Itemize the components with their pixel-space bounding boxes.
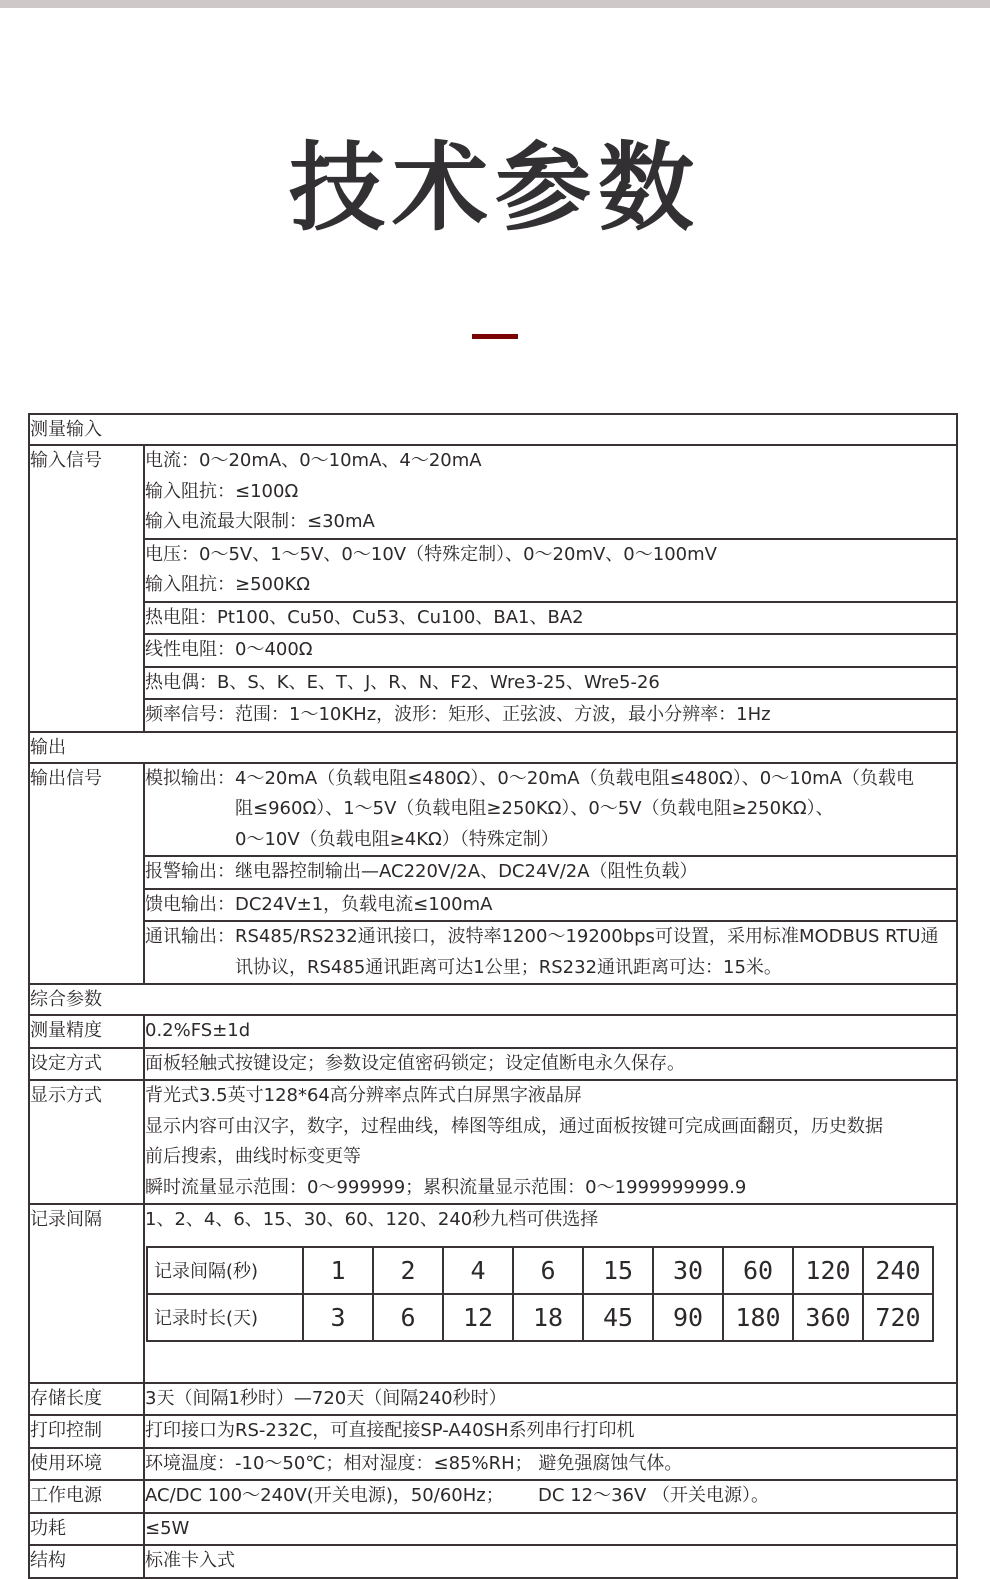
spec-line: 电压：0～5V、1～5V、0～10V（特殊定制）、0～20mV、0～100mV [145,543,717,565]
section-row-measure-input [29,414,957,445]
duration-value: 6 [373,1294,443,1341]
record-interval-table [146,1246,934,1342]
table-row-alarm-output [29,856,957,889]
spec-line: 线性电阻：0～400Ω [145,639,313,660]
top-bar [0,0,990,8]
cell-frequency [144,699,957,732]
title-divider [472,334,518,339]
table-row-storage-length [29,1383,957,1416]
row-label-display: 显示方式 [29,1080,144,1204]
row-label-structure: 结构 [29,1545,144,1578]
interval-seconds-row [147,1247,933,1294]
interval-value: 240 [863,1247,933,1294]
table-row-structure [29,1545,957,1578]
row-label-environment: 使用环境 [29,1448,144,1481]
table-row-linear-resistance [29,634,957,667]
spec-line: 打印接口为RS-232C，可直接配接SP-A40SH系列串行打印机 [145,1420,635,1441]
duration-value: 12 [443,1294,513,1341]
table-row-frequency [29,699,957,732]
spec-line: ≤5W [145,1517,190,1539]
spec-line: 输入阻抗：≤100Ω [145,480,299,502]
spec-line: 前后搜索，曲线时标变更等 [145,1146,361,1167]
spec-line: 显示内容可由汉字，数字，过程曲线，棒图等组成，通过面板按键可完成画面翻页，历史数据 [145,1115,883,1137]
cell-print-control [144,1415,957,1448]
cell-display [144,1080,957,1204]
duration-value: 360 [793,1294,863,1341]
table-row-voltage [29,539,957,602]
interval-value: 6 [513,1247,583,1294]
cell-comm-output [144,921,957,984]
interval-value: 60 [723,1247,793,1294]
cell-rtd [144,602,957,635]
duration-value: 90 [653,1294,723,1341]
row-label-input-signal: 输入信号 [29,445,144,732]
spec-line: 0～10V（负载电阻≥4KΩ）（特殊定制） [235,828,559,850]
spec-line: 输入阻抗：≥500KΩ [145,574,310,595]
spec-line: 3天（间隔1秒时）—720天（间隔240秒时） [145,1387,507,1409]
section-title-general: 综合参数 [29,984,957,1015]
spec-line: 标准卡入式 [145,1550,235,1571]
row-label-power-consumption: 功耗 [29,1513,144,1546]
spec-line: 频率信号：范围：1～10KHz，波形：矩形、正弦波、方波，最小分辨率：1Hz [145,704,771,725]
table-row-record-interval [29,1204,957,1383]
section-title-measure-input: 测量输入 [29,414,957,445]
spec-line: 电流：0～20mA、0～10mA、4～20mA [145,450,482,471]
cell-structure [144,1545,957,1578]
cell-alarm-output [144,856,957,889]
cell-linear-resistance [144,634,957,667]
duration-row-label: 记录时长(天) [147,1294,303,1341]
spec-line: 通讯输出：RS485/RS232通讯接口，波特率1200～19200bps可设置，采用标准MODBUS RTU通 [145,926,939,947]
duration-value: 18 [513,1294,583,1341]
table-row-accuracy [29,1015,957,1048]
interval-value: 120 [793,1247,863,1294]
cell-feed-output [144,889,957,922]
spec-line: 背光式3.5英寸128*64高分辨率点阵式白屏黑字液晶屏 [145,1085,582,1106]
row-label-setting: 设定方式 [29,1048,144,1081]
table-row-print-control [29,1415,957,1448]
cell-analog-output [144,763,957,857]
spec-line: 讯协议，RS485通讯距离可达1公里；RS232通讯距离可达：15米。 [235,956,782,978]
cell-thermocouple [144,667,957,700]
spec-table [28,413,958,1579]
cell-power-supply [144,1480,957,1513]
spec-line: 1、2、4、6、15、30、60、120、240秒九档可供选择 [145,1209,599,1230]
duration-value: 45 [583,1294,653,1341]
spec-line: 阻≤960Ω）、1～5V（负载电阻≥250KΩ）、0～5V（负载电阻≥250KΩ）、 [235,798,834,819]
table-row-output-signal [29,763,957,857]
interval-value: 4 [443,1247,513,1294]
spec-line: 环境温度：-10～50℃；相对湿度：≤85%RH； 避免强腐蚀气体。 [145,1452,683,1474]
spec-line: 瞬时流量显示范围：0～999999；累积流量显示范围：0～1999999999.9 [145,1176,747,1198]
interval-value: 30 [653,1247,723,1294]
cell-setting [144,1048,957,1081]
cell-power-consumption [144,1513,957,1546]
spec-line: 0.2%FS±1d [145,1020,251,1041]
row-label-record-interval: 记录间隔 [29,1204,144,1383]
interval-value: 15 [583,1247,653,1294]
interval-row-label: 记录间隔(秒) [147,1247,303,1294]
table-row-input-signal [29,445,957,539]
table-row-rtd [29,602,957,635]
row-label-power-supply: 工作电源 [29,1480,144,1513]
cell-environment [144,1448,957,1481]
cell-accuracy [144,1015,957,1048]
spec-line: 面板轻触式按键设定；参数设定值密码锁定；设定值断电永久保存。 [145,1052,685,1074]
duration-value: 180 [723,1294,793,1341]
table-row-feed-output [29,889,957,922]
table-row-thermocouple [29,667,957,700]
row-label-storage-length: 存储长度 [29,1383,144,1416]
table-row-power-supply [29,1480,957,1513]
row-label-print-control: 打印控制 [29,1415,144,1448]
table-row-comm-output [29,921,957,984]
page-title: 技术参数 [289,132,701,244]
row-label-output-signal: 输出信号 [29,763,144,985]
cell-voltage [144,539,957,602]
spec-line: 热电阻：Pt100、Cu50、Cu53、Cu100、BA1、BA2 [145,606,584,628]
spec-line: 模拟输出：4～20mA（负载电阻≤480Ω）、0～20mA（负载电阻≤480Ω）、0～10mA（负载电 [145,767,914,789]
table-row-environment [29,1448,957,1481]
spec-line: 馈电输出：DC24V±1，负载电流≤100mA [145,893,493,915]
duration-days-row [147,1294,933,1341]
section-row-output [29,732,957,763]
spec-table-container [28,413,990,1579]
table-row-display [29,1080,957,1204]
spec-line: 输入电流最大限制：≤30mA [145,511,375,532]
cell-current [144,445,957,539]
table-row-setting [29,1048,957,1081]
table-row-power-consumption [29,1513,957,1546]
section-title-output: 输出 [29,732,957,763]
spec-line: 热电偶：B、S、K、E、T、J、R、N、F2、Wre3-25、Wre5-26 [145,671,660,693]
spec-line: 报警输出：继电器控制输出—AC220V/2A、DC24V/2A（阻性负载） [145,861,698,882]
row-label-accuracy: 测量精度 [29,1015,144,1048]
interval-value: 1 [303,1247,373,1294]
duration-value: 3 [303,1294,373,1341]
duration-value: 720 [863,1294,933,1341]
interval-value: 2 [373,1247,443,1294]
section-row-general [29,984,957,1015]
cell-record-interval [144,1204,957,1383]
spec-line: AC/DC 100～240V(开关电源)，50/60Hz； DC 12～36V （开关电源）。 [145,1485,770,1506]
cell-storage-length [144,1383,957,1416]
